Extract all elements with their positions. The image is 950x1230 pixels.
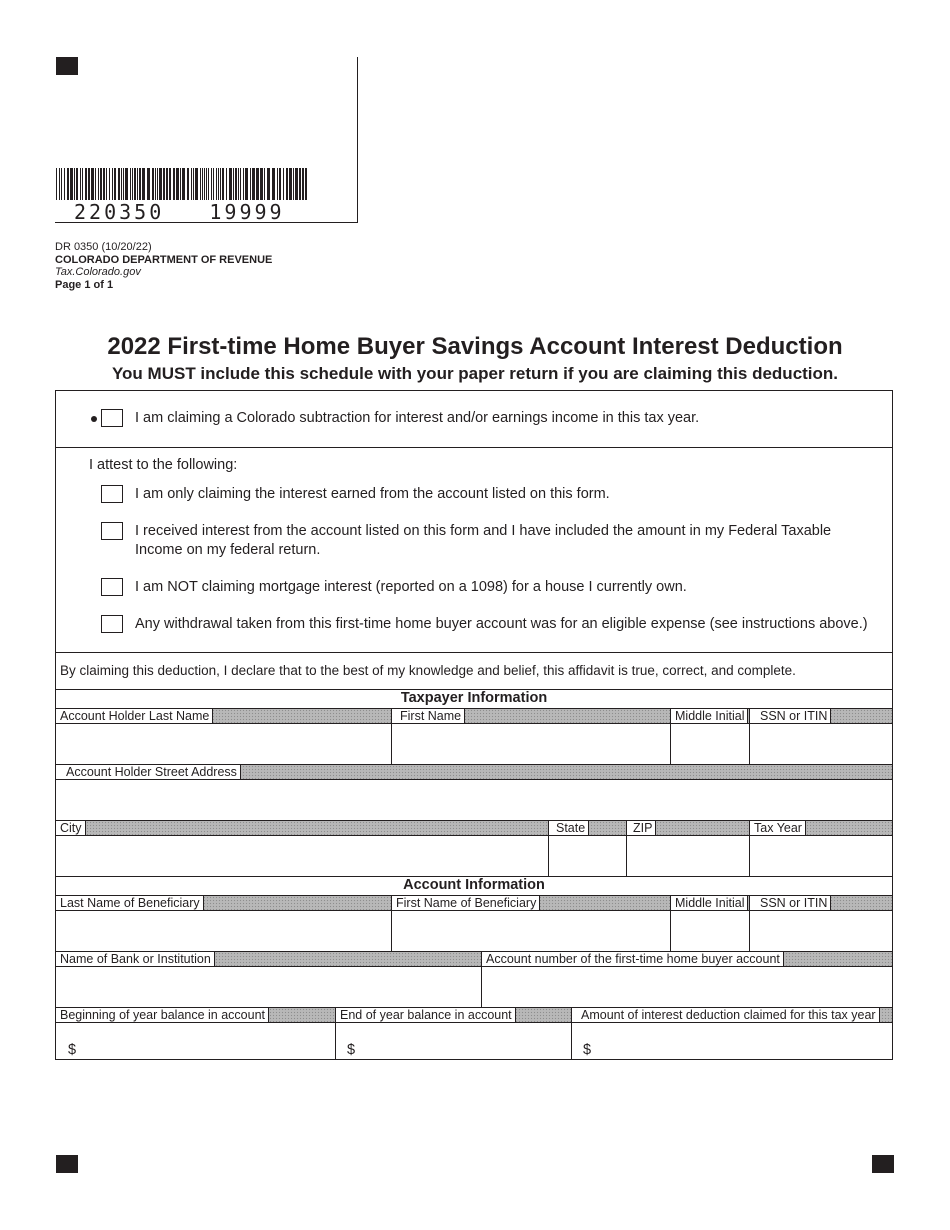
barcode bbox=[56, 168, 310, 200]
barcode-bar bbox=[256, 168, 259, 200]
end-balance-currency: $ bbox=[347, 1042, 356, 1058]
attest-item-2: I received interest from the account listed on this form and I have included the amount in my Federal Taxable bbox=[135, 523, 832, 539]
account-label-row-1 bbox=[56, 895, 892, 911]
declaration: By claiming this deduction, I declare that to the best of my knowledge and belief, this affidavit is true, correct, and complete. bbox=[60, 663, 796, 678]
barcode-bar bbox=[112, 168, 113, 200]
barcode-bar bbox=[238, 168, 239, 200]
barcode-bar bbox=[61, 168, 62, 200]
website: Tax.Colorado.gov bbox=[55, 266, 141, 278]
taxpayer-label-row-2 bbox=[56, 764, 892, 780]
barcode-bar bbox=[103, 168, 105, 200]
tax-year-label: Tax Year bbox=[749, 821, 806, 835]
barcode-bar bbox=[220, 168, 221, 200]
barcode-bar bbox=[95, 168, 96, 200]
barcode-bar bbox=[204, 168, 205, 200]
barcode-bar bbox=[245, 168, 248, 200]
barcode-bar bbox=[191, 168, 192, 200]
state-label: State bbox=[548, 821, 589, 835]
beneficiary-first-name-label: First Name of Beneficiary bbox=[391, 896, 540, 910]
barcode-bar bbox=[302, 168, 304, 200]
beneficiary-middle-initial-label: Middle Initial bbox=[670, 896, 748, 910]
barcode-bar bbox=[286, 168, 288, 200]
state-field[interactable] bbox=[549, 836, 626, 876]
barcode-bar bbox=[240, 168, 241, 200]
barcode-bar bbox=[88, 168, 90, 200]
end-balance-field[interactable] bbox=[336, 1023, 571, 1059]
account-label-row-2 bbox=[56, 951, 892, 967]
taxpayer-label-row-3 bbox=[56, 820, 892, 836]
barcode-bar bbox=[295, 168, 298, 200]
street-address-field[interactable] bbox=[56, 780, 892, 820]
bullet-icon bbox=[91, 416, 97, 422]
barcode-bar bbox=[70, 168, 73, 200]
page-number: Page 1 of 1 bbox=[55, 279, 114, 291]
barcode-number: 220350 19999 bbox=[74, 200, 285, 224]
attest-checkbox-3[interactable] bbox=[101, 578, 123, 596]
barcode-bar bbox=[216, 168, 217, 200]
barcode-bar bbox=[91, 168, 94, 200]
barcode-bar bbox=[59, 168, 60, 200]
barcode-bar bbox=[293, 168, 294, 200]
barcode-bar bbox=[98, 168, 99, 200]
divider bbox=[391, 708, 392, 765]
barcode-bar bbox=[202, 168, 203, 200]
barcode-bar bbox=[267, 168, 270, 200]
barcode-bar bbox=[155, 168, 156, 200]
barcode-bar bbox=[250, 168, 251, 200]
begin-balance-field[interactable] bbox=[56, 1023, 335, 1059]
bank-name-field[interactable] bbox=[56, 967, 481, 1007]
barcode-bar bbox=[67, 168, 69, 200]
divider bbox=[56, 447, 892, 448]
barcode-bar bbox=[233, 168, 234, 200]
barcode-bar bbox=[139, 168, 141, 200]
barcode-bar bbox=[213, 168, 214, 200]
barcode-bar bbox=[299, 168, 301, 200]
divider bbox=[548, 820, 549, 877]
barcode-bar bbox=[173, 168, 175, 200]
page-title: 2022 First-time Home Buyer Savings Account Interest Deduction bbox=[107, 333, 843, 360]
account-label-row-3 bbox=[56, 1007, 892, 1023]
divider bbox=[670, 895, 671, 952]
barcode-bar bbox=[157, 168, 158, 200]
barcode-bar bbox=[305, 168, 307, 200]
barcode-bar bbox=[252, 168, 255, 200]
zip-field[interactable] bbox=[627, 836, 749, 876]
barcode-bar bbox=[118, 168, 120, 200]
ssn-field[interactable] bbox=[750, 724, 892, 764]
barcode-bar bbox=[166, 168, 168, 200]
barcode-bar bbox=[163, 168, 165, 200]
barcode-bar bbox=[283, 168, 284, 200]
taxpayer-label-row-1 bbox=[56, 708, 892, 724]
barcode-bar bbox=[279, 168, 281, 200]
barcode-bar bbox=[152, 168, 154, 200]
barcode-bar bbox=[106, 168, 107, 200]
divider bbox=[391, 895, 392, 952]
divider bbox=[481, 951, 482, 1008]
first-name-field[interactable] bbox=[392, 724, 670, 764]
barcode-bar bbox=[142, 168, 145, 200]
barcode-bar bbox=[76, 168, 78, 200]
barcode-bar bbox=[289, 168, 292, 200]
taxpayer-section-title: Taxpayer Information bbox=[400, 690, 548, 706]
barcode-bar bbox=[121, 168, 122, 200]
barcode-bar bbox=[132, 168, 133, 200]
barcode-bar bbox=[264, 168, 265, 200]
ssn-label: SSN or ITIN bbox=[749, 709, 831, 723]
barcode-bar bbox=[114, 168, 116, 200]
divider bbox=[749, 820, 750, 877]
barcode-bar bbox=[80, 168, 81, 200]
attest-item-4: Any withdrawal taken from this first-time home buyer account was for an eligible expense (see instructions above.) bbox=[135, 616, 868, 632]
attest-heading: I attest to the following: bbox=[89, 457, 238, 473]
barcode-bar bbox=[211, 168, 212, 200]
barcode-bar bbox=[243, 168, 244, 200]
registration-mark-bottom-right bbox=[872, 1155, 894, 1173]
barcode-bar bbox=[226, 168, 227, 200]
barcode-bar bbox=[56, 168, 57, 200]
beneficiary-first-name-field[interactable] bbox=[392, 911, 670, 951]
divider bbox=[670, 708, 671, 765]
barcode-bar bbox=[82, 168, 83, 200]
first-name-label: First Name bbox=[391, 709, 465, 723]
deduction-form bbox=[55, 390, 893, 1060]
deduction-currency: $ bbox=[583, 1042, 592, 1058]
barcode-bar bbox=[272, 168, 275, 200]
city-label: City bbox=[56, 821, 86, 835]
begin-balance-label: Beginning of year balance in account bbox=[56, 1008, 269, 1022]
barcode-bar bbox=[176, 168, 179, 200]
barcode-bar bbox=[159, 168, 162, 200]
attest-item-3: I am NOT claiming mortgage interest (reported on a 1098) for a house I currently own. bbox=[135, 579, 687, 595]
barcode-bar bbox=[208, 168, 209, 200]
street-address-label: Account Holder Street Address bbox=[56, 765, 241, 779]
barcode-bar bbox=[200, 168, 201, 200]
middle-initial-label: Middle Initial bbox=[670, 709, 748, 723]
attest-checkbox-1[interactable] bbox=[101, 485, 123, 503]
barcode-bar bbox=[222, 168, 224, 200]
barcode-bar bbox=[260, 168, 263, 200]
middle-initial-field[interactable] bbox=[671, 724, 749, 764]
registration-mark-top-left bbox=[56, 57, 78, 75]
account-number-field[interactable] bbox=[482, 967, 892, 1007]
barcode-bar bbox=[123, 168, 124, 200]
beneficiary-middle-initial-field[interactable] bbox=[671, 911, 749, 951]
begin-balance-currency: $ bbox=[68, 1042, 77, 1058]
barcode-bar bbox=[218, 168, 219, 200]
barcode-bar bbox=[137, 168, 138, 200]
barcode-bar bbox=[277, 168, 278, 200]
barcode-bar bbox=[109, 168, 110, 200]
attest-item-1: I am only claiming the interest earned from the account listed on this form. bbox=[135, 486, 610, 502]
attest-item-2-cont: Income on my federal return. bbox=[135, 542, 321, 558]
barcode-bar bbox=[187, 168, 189, 200]
barcode-bar bbox=[130, 168, 131, 200]
barcode-bar bbox=[206, 168, 207, 200]
barcode-bar bbox=[169, 168, 171, 200]
barcode-bar bbox=[85, 168, 87, 200]
beneficiary-last-name-field[interactable] bbox=[56, 911, 391, 951]
attest-checkbox-4[interactable] bbox=[101, 615, 123, 633]
barcode-bar bbox=[182, 168, 185, 200]
deduction-amount-field[interactable] bbox=[572, 1023, 892, 1059]
account-number-label: Account number of the first-time home buyer account bbox=[481, 952, 784, 966]
account-holder-last-name-field[interactable] bbox=[56, 724, 391, 764]
beneficiary-last-name-label: Last Name of Beneficiary bbox=[56, 896, 204, 910]
barcode-bar bbox=[100, 168, 102, 200]
claim-checkbox[interactable] bbox=[101, 409, 123, 427]
beneficiary-ssn-field[interactable] bbox=[750, 911, 892, 951]
beneficiary-ssn-label: SSN or ITIN bbox=[749, 896, 831, 910]
divider bbox=[749, 708, 750, 765]
form-number: DR 0350 (10/20/22) bbox=[55, 241, 152, 253]
barcode-bar bbox=[235, 168, 237, 200]
divider bbox=[335, 1007, 336, 1060]
barcode-bar bbox=[195, 168, 198, 200]
attest-checkbox-2[interactable] bbox=[101, 522, 123, 540]
divider bbox=[626, 820, 627, 877]
header-box-right-border bbox=[357, 57, 358, 223]
registration-mark-bottom-left bbox=[56, 1155, 78, 1173]
barcode-bar bbox=[74, 168, 75, 200]
divider bbox=[571, 1007, 572, 1060]
bank-name-label: Name of Bank or Institution bbox=[56, 952, 215, 966]
barcode-bar bbox=[147, 168, 150, 200]
tax-year-field[interactable] bbox=[750, 836, 892, 876]
divider bbox=[56, 652, 892, 653]
claim-statement: I am claiming a Colorado subtraction for interest and/or earnings income in this tax year. bbox=[135, 410, 700, 426]
barcode-bar bbox=[180, 168, 181, 200]
deduction-amount-label: Amount of interest deduction claimed for this tax year bbox=[571, 1008, 880, 1022]
account-section-title: Account Information bbox=[403, 877, 545, 893]
account-holder-last-name-label: Account Holder Last Name bbox=[56, 709, 213, 723]
barcode-bar bbox=[193, 168, 194, 200]
divider bbox=[749, 895, 750, 952]
department-name: COLORADO DEPARTMENT OF REVENUE bbox=[55, 254, 273, 266]
end-balance-label: End of year balance in account bbox=[335, 1008, 516, 1022]
barcode-bar bbox=[64, 168, 65, 200]
zip-label: ZIP bbox=[626, 821, 656, 835]
barcode-bar bbox=[229, 168, 232, 200]
barcode-bar bbox=[134, 168, 136, 200]
barcode-bar bbox=[125, 168, 128, 200]
city-field[interactable] bbox=[56, 836, 548, 876]
page-subtitle: You MUST include this schedule with your paper return if you are claiming this deduction. bbox=[111, 364, 839, 383]
